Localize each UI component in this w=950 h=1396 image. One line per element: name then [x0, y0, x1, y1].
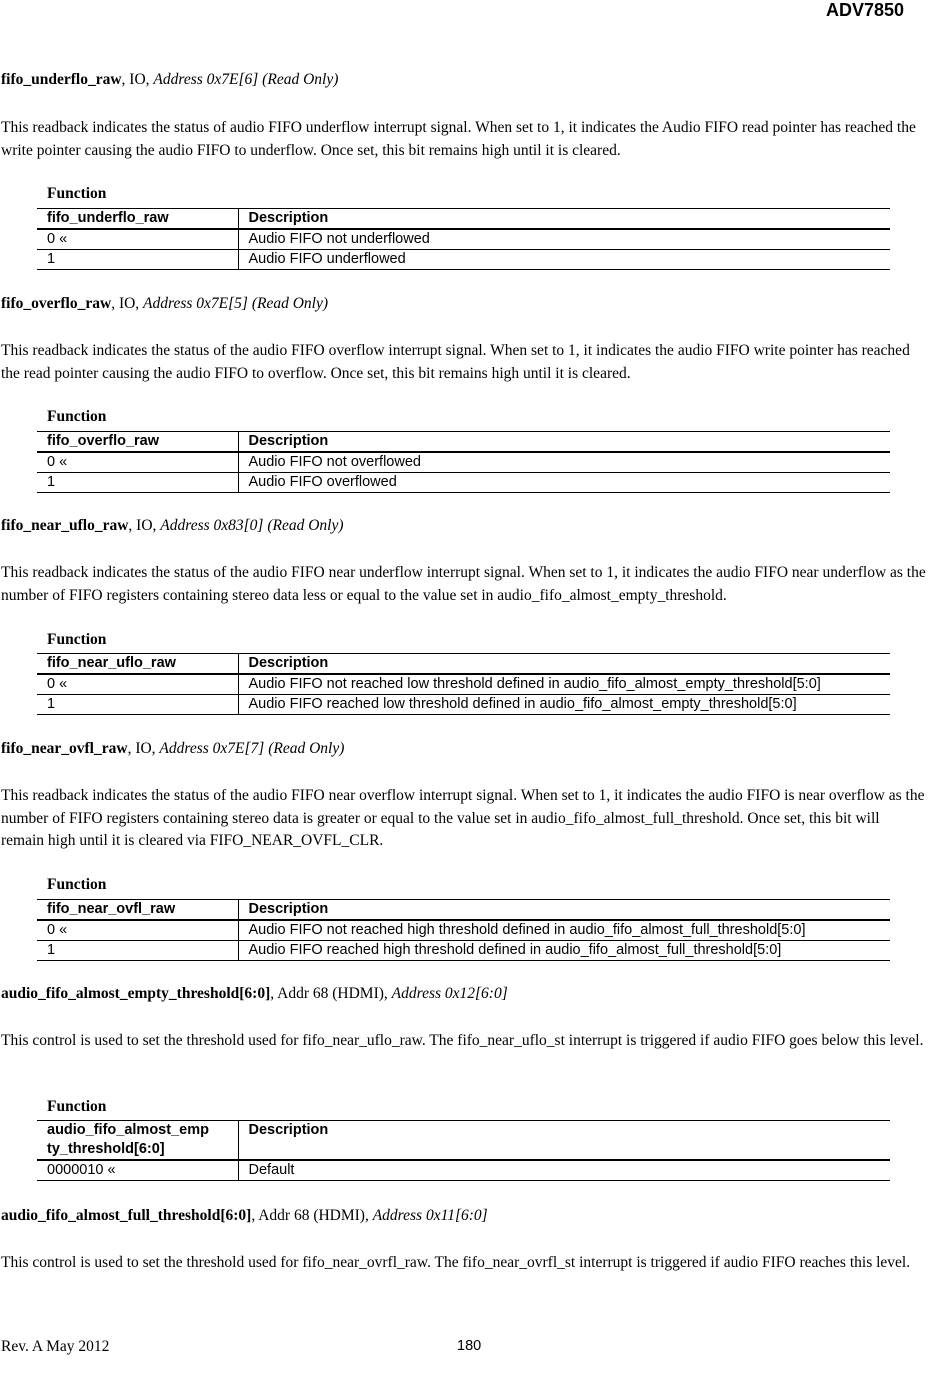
- value-cell: 0 «: [37, 229, 238, 250]
- header-cell: fifo_near_ovfl_raw: [37, 900, 238, 921]
- function-table: [37, 899, 890, 961]
- revision-footer: Rev. A May 2012: [1, 1338, 110, 1355]
- page-number: 180: [457, 1338, 482, 1354]
- header-cell: Description: [238, 1121, 890, 1161]
- description-cell: Audio FIFO not reached low threshold defined in audio_fifo_almost_empty_threshold[5:0]: [238, 674, 890, 695]
- description-cell: Default: [238, 1160, 890, 1181]
- header-cell: audio_fifo_almost_emp ty_threshold[6:0]: [37, 1121, 238, 1161]
- table-row: [37, 941, 890, 961]
- table-caption: Function: [47, 1098, 107, 1115]
- header-cell: fifo_overflo_raw: [37, 432, 238, 453]
- value-cell: 0000010 «: [37, 1160, 238, 1181]
- table-caption: Function: [47, 876, 107, 893]
- table-row: [37, 229, 890, 250]
- table-caption: Function: [47, 408, 107, 425]
- register-heading: fifo_near_uflo_raw, IO, Address 0x83[0] (Read Only): [1, 517, 344, 534]
- register-heading: fifo_overflo_raw, IO, Address 0x7E[5] (Read Only): [1, 295, 329, 312]
- table-row: [37, 674, 890, 695]
- header-cell: Description: [238, 209, 890, 230]
- function-table: [37, 208, 890, 270]
- description-cell: Audio FIFO reached high threshold defined in audio_fifo_almost_full_threshold[5:0]: [238, 941, 890, 961]
- header-cell: Description: [238, 654, 890, 675]
- value-cell: 1: [37, 250, 238, 270]
- value-cell: 1: [37, 695, 238, 715]
- register-heading: audio_fifo_almost_empty_threshold[6:0], Addr 68 (HDMI), Address 0x12[6:0]: [1, 985, 508, 1002]
- table-caption: Function: [47, 185, 107, 202]
- function-table: [37, 653, 890, 715]
- value-cell: 1: [37, 473, 238, 493]
- function-table: [37, 1120, 890, 1181]
- document-title: ADV7850: [825, 0, 904, 20]
- function-table: [37, 431, 890, 493]
- register-description: This readback indicates the status of the audio FIFO overflow interrupt signal. When set to 1, it indicates the audio FIFO write pointer has reached the read pointer causing the audio FIFO to overflow. Once set, this bit remains high until it is cleared.: [1, 342, 910, 382]
- register-heading: fifo_underflo_raw, IO, Address 0x7E[6] (Read Only): [1, 71, 339, 88]
- description-cell: Audio FIFO not underflowed: [238, 229, 890, 250]
- description-cell: Audio FIFO not overflowed: [238, 452, 890, 473]
- register-description: This control is used to set the threshold used for fifo_near_uflo_raw. The fifo_near_uflo_st interrupt is triggered if audio FIFO goes below this level.: [1, 1032, 924, 1049]
- table-caption: Function: [47, 631, 107, 648]
- value-cell: 0 «: [37, 452, 238, 473]
- header-cell: Description: [238, 900, 890, 921]
- description-cell: Audio FIFO overflowed: [238, 473, 890, 493]
- description-cell: Audio FIFO not reached high threshold defined in audio_fifo_almost_full_threshold[5:0]: [238, 920, 890, 941]
- table-row: [37, 452, 890, 473]
- register-heading: fifo_near_ovfl_raw, IO, Address 0x7E[7] (Read Only): [1, 740, 345, 757]
- value-cell: 1: [37, 941, 238, 961]
- table-header-row: [37, 1121, 890, 1161]
- register-description: This readback indicates the status of the audio FIFO near underflow interrupt signal. When set to 1, it indicates the audio FIFO near underflow as the number of FIFO registers containing stereo data less or equal to the value set in audio_fifo_almost_empty_threshold.: [1, 564, 926, 604]
- table-row: [37, 920, 890, 941]
- table-header-row: [37, 209, 890, 230]
- table-header-row: [37, 432, 890, 453]
- register-description: This readback indicates the status of the audio FIFO near overflow interrupt signal. When set to 1, it indicates the audio FIFO is near overflow as the number of FIFO registers containing stereo data is greater or equal to the value set in audio_fifo_almost_full_threshold. Once set, this bit will remain high until it is cleared via FIFO_NEAR_OVFL_CLR.: [1, 787, 925, 849]
- description-cell: Audio FIFO underflowed: [238, 250, 890, 270]
- header-cell: fifo_underflo_raw: [37, 209, 238, 230]
- description-cell: Audio FIFO reached low threshold defined in audio_fifo_almost_empty_threshold[5:0]: [238, 695, 890, 715]
- table-row: [37, 1160, 890, 1181]
- register-description: This control is used to set the threshold used for fifo_near_ovrfl_raw. The fifo_near_ovrfl_st interrupt is triggered if audio FIFO reaches this level.: [1, 1254, 911, 1271]
- table-header-row: [37, 900, 890, 921]
- header-cell: Description: [238, 432, 890, 453]
- value-cell: 0 «: [37, 920, 238, 941]
- table-row: [37, 695, 890, 715]
- register-description: This readback indicates the status of audio FIFO underflow interrupt signal. When set to 1, it indicates the Audio FIFO read pointer has reached the write pointer causing the audio FIFO to underflow. Once set, this bit remains high until it is cleared.: [1, 119, 916, 159]
- table-row: [37, 473, 890, 493]
- header-cell: fifo_near_uflo_raw: [37, 654, 238, 675]
- value-cell: 0 «: [37, 674, 238, 695]
- table-row: [37, 250, 890, 270]
- table-header-row: [37, 654, 890, 675]
- register-heading: audio_fifo_almost_full_threshold[6:0], Addr 68 (HDMI), Address 0x11[6:0]: [1, 1207, 488, 1224]
